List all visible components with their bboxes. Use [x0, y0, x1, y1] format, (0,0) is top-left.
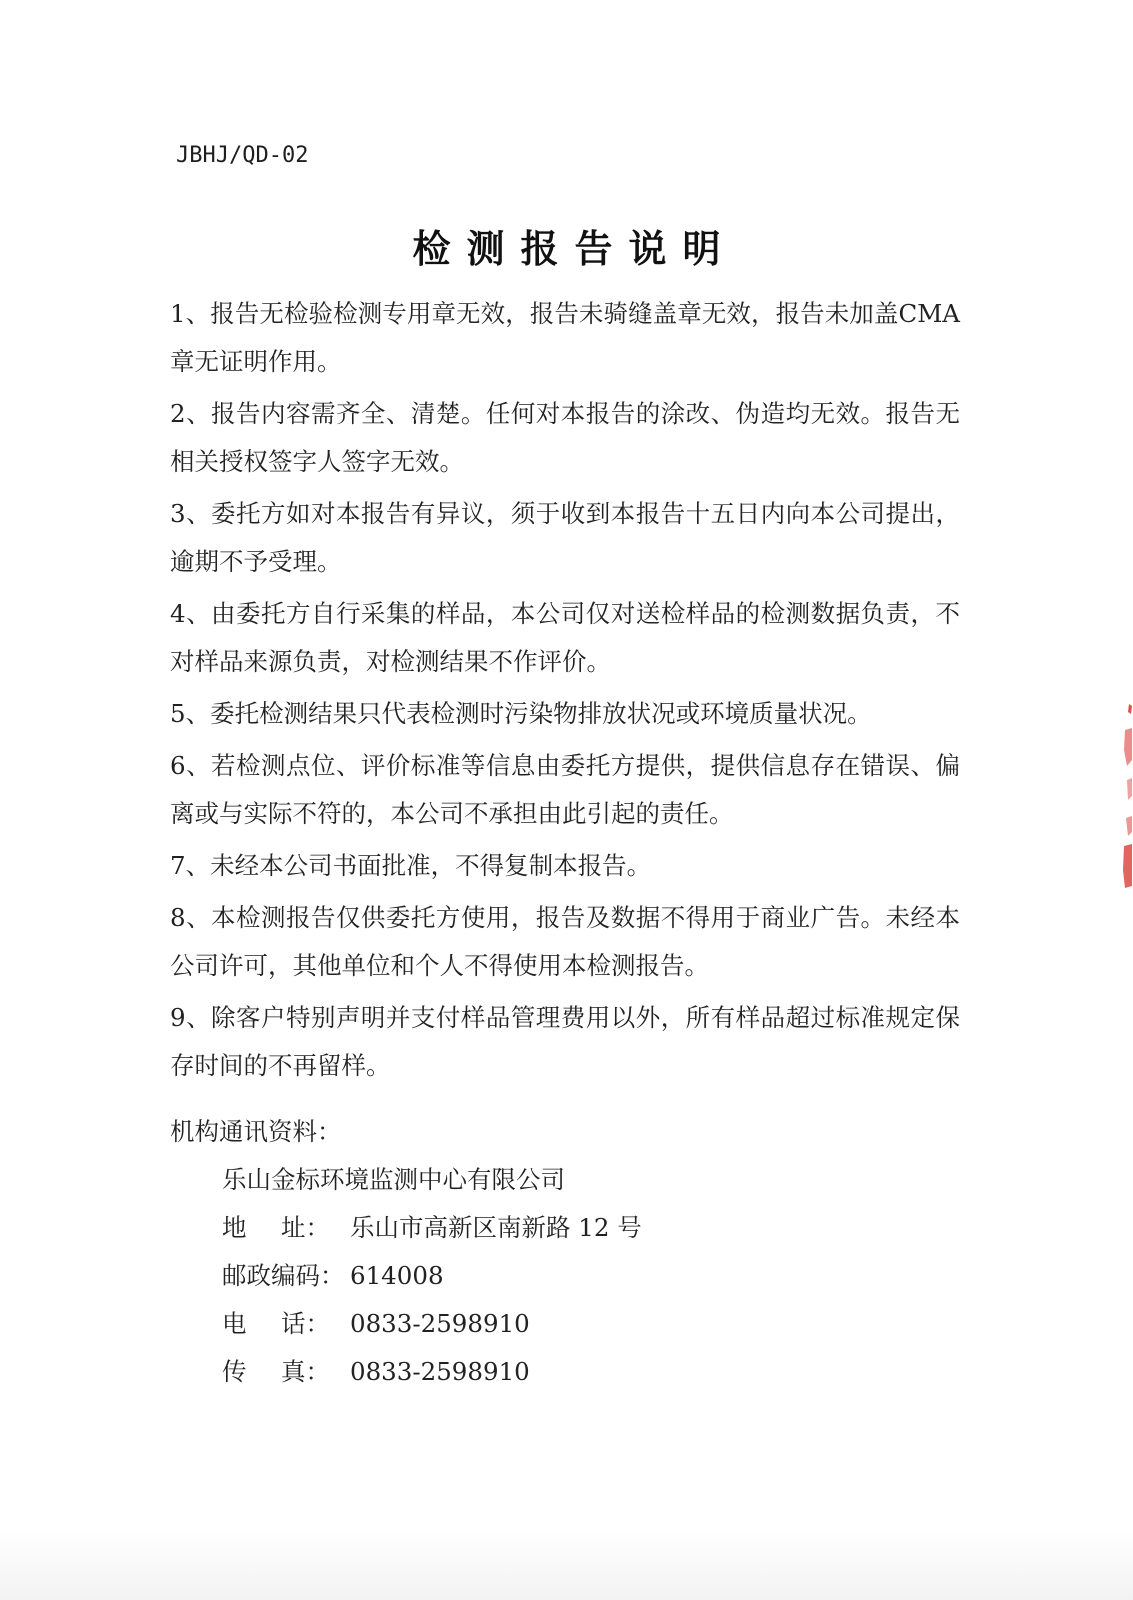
fax-label	[222, 1348, 330, 1396]
company-name: 乐山金标环境监测中心有限公司	[222, 1165, 565, 1194]
contact-postcode-row	[222, 1252, 960, 1300]
postcode-label: 邮政编码：	[222, 1261, 345, 1290]
clause-item: 4、由委托方自行采集的样品，本公司仅对送检样品的检测数据负责，不对样品来源负责，对检测结果不作评价。	[170, 599, 960, 676]
fax-label-char: 传	[222, 1357, 247, 1386]
contact-heading: 机构通讯资料：	[170, 1117, 342, 1146]
clause-item: 3、委托方如对本报告有异议，须于收到本报告十五日内向本公司提出，逾期不予受理。	[170, 499, 960, 576]
phone-label-char: 话：	[281, 1309, 330, 1338]
contact-address-row	[222, 1204, 960, 1252]
contact-list	[222, 1156, 960, 1396]
clause-list	[170, 290, 960, 1094]
document-code: JBHJ/QD-02	[176, 143, 309, 168]
clause-item: 2、报告内容需齐全、清楚。任何对本报告的涂改、伪造均无效。报告无相关授权签字人签字无效。	[170, 399, 960, 476]
clause-item: 1、报告无检验检测专用章无效，报告未骑缝盖章无效，报告未加盖CMA 章无证明作用。	[170, 299, 960, 376]
fax-value: 0833-2598910	[350, 1357, 530, 1386]
phone-value: 0833-2598910	[350, 1309, 530, 1338]
contact-phone-row	[222, 1300, 960, 1348]
scan-shadow	[0, 1530, 1133, 1600]
address-label	[222, 1204, 330, 1252]
clause-item: 9、除客户特别声明并支付样品管理费用以外，所有样品超过标准规定保存时间的不再留样。	[170, 1003, 960, 1080]
address-label-char: 址：	[281, 1213, 330, 1242]
phone-label-char: 电	[222, 1309, 247, 1338]
fax-label-char: 真：	[281, 1357, 330, 1386]
clause-item: 8、本检测报告仅供委托方使用，报告及数据不得用于商业广告。未经本公司许可，其他单位和个人不得使用本检测报告。	[170, 903, 960, 980]
clause-item: 6、若检测点位、评价标准等信息由委托方提供，提供信息存在错误、偏离或与实际不符的，本公司不承担由此引起的责任。	[170, 751, 960, 828]
clause-item: 7、未经本公司书面批准，不得复制本报告。	[170, 851, 652, 880]
contact-section	[170, 1108, 960, 1396]
postcode-value: 614008	[350, 1261, 444, 1290]
seam-seal-icon	[1119, 700, 1133, 890]
clause-item: 5、委托检测结果只代表检测时污染物排放状况或环境质量状况。	[170, 699, 872, 728]
contact-company-row	[222, 1156, 960, 1204]
contact-fax-row	[222, 1348, 960, 1396]
address-label-char: 地	[222, 1213, 247, 1242]
phone-label	[222, 1300, 330, 1348]
address-value: 乐山市高新区南新路 12 号	[350, 1213, 642, 1242]
page-title: 检测报告说明	[412, 227, 737, 271]
